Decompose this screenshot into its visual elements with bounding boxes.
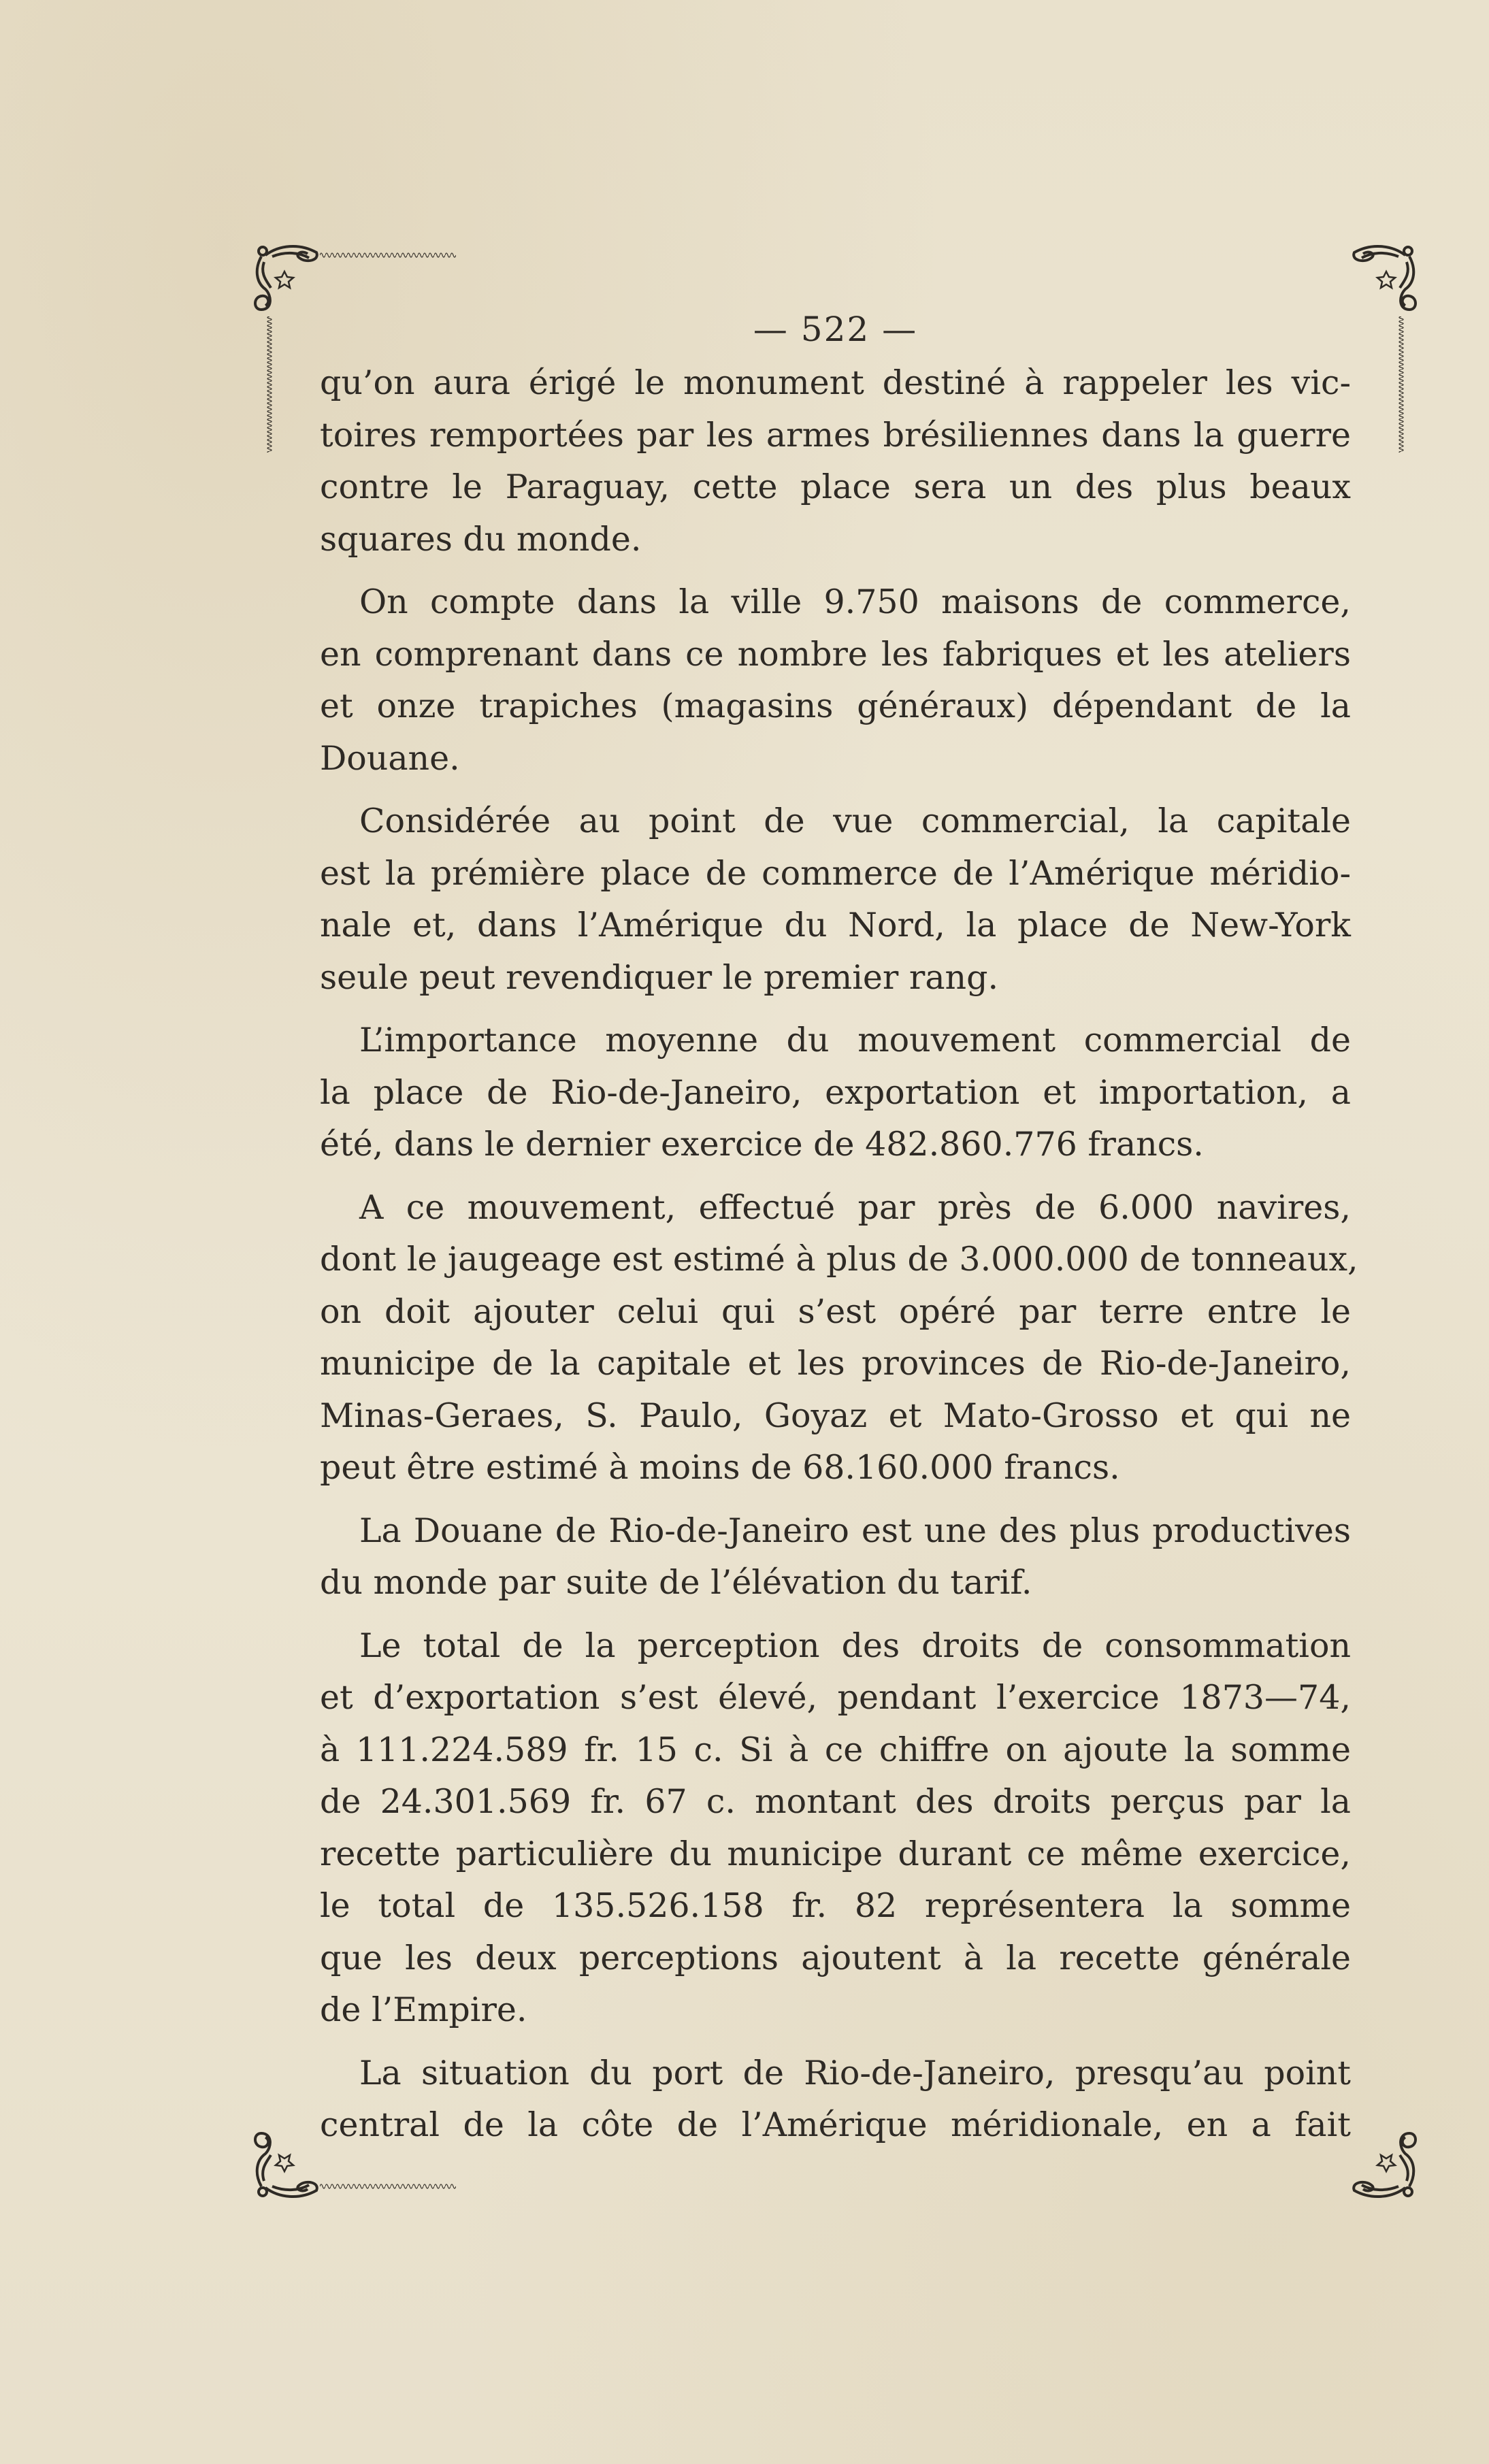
paragraph [320,1620,1351,2037]
paragraph-gap [320,785,1351,795]
text-line: le total de 135.526.158 fr. 82 représentera la somme [320,1886,1351,1925]
corner-ornament-icon [252,2126,327,2201]
paragraph-gap [320,1171,1351,1182]
text-line: Le total de la perception des droits de consommation [359,1626,1351,1665]
text-line: Minas-Geraes, S. Paulo, Goyaz et Mato-Grosso et qui ne [320,1396,1351,1435]
text-line: nale et, dans l’Amérique du Nord, la place de New-York [320,906,1351,944]
text-line: contre le Paraguay, cette place sera un des plus beaux [320,467,1351,506]
text-line: On compte dans la ville 9.750 maisons de commerce, [359,582,1351,621]
paragraph [320,1182,1358,1494]
text-line: de l’Empire. [320,1990,527,2029]
text-line: peut être estimé à moins de 68.160.000 francs. [320,1448,1120,1487]
text-line: squares du monde. [320,519,642,559]
text-line: que les deux perceptions ajoutent à la recette générale [320,1938,1351,1977]
text-line: en comprenant dans ce nombre les fabriques et les ateliers [320,634,1351,674]
wavy-border-top [320,248,456,262]
paragraph [320,357,1351,565]
text-line: A ce mouvement, effectué par près de 6.000 navires, [359,1187,1351,1227]
paragraph-gap [320,565,1351,576]
text-line: et d’exportation s’est élevé, pendant l’exercice 1873—74, [320,1678,1351,1717]
paragraph [320,2048,1351,2152]
text-line: central de la côte de l’Amérique méridionale, en a fait [320,2105,1351,2144]
paragraph [320,576,1351,785]
text-line: Considérée au point de vue commercial, la capitale [359,802,1351,840]
text-line: et onze trapiches (magasins généraux) dépendant de la [320,687,1351,725]
text-line: L’importance moyenne du mouvement commercial de [359,1021,1351,1059]
text-line: la place de Rio-de-Janeiro, exportation et importation, a [320,1072,1351,1112]
text-line: du monde par suite de l’élévation du tarif. [320,1563,1032,1602]
text-line: on doit ajouter celui qui s’est opéré par terre entre le [320,1292,1351,1331]
text-line: Douane. [320,738,460,778]
text-line: toires remportées par les armes brésiliennes dans la guerre [320,415,1351,455]
corner-ornament-icon [1344,242,1419,316]
text-line: été, dans le dernier exercice de 482.860.776 francs. [320,1125,1204,1164]
body-text [320,357,1358,2152]
paragraph-gap [320,1494,1351,1505]
text-line: qu’on aura érigé le monument destiné à rappeler les vic- [320,363,1351,402]
text-line: à 111.224.589 fr. 15 c. Si à ce chiffre on ajoute la somme [320,1730,1351,1769]
paragraph-gap [320,2037,1351,2048]
text-line: La Douane de Rio-de-Janeiro est une des plus productives [359,1511,1351,1550]
text-line: est la prémière place de commerce de l’Amérique méridio- [320,853,1351,893]
text-line: de 24.301.569 fr. 67 c. montant des droits perçus par la [320,1782,1351,1821]
paragraph-gap [320,1609,1351,1620]
text-line: municipe de la capitale et les provinces de Rio-de-Janeiro, [320,1344,1351,1383]
text-line: seule peut revendiquer le premier rang. [320,957,999,997]
paragraph [320,795,1351,1004]
page-number: — 522 — [753,310,918,349]
corner-ornament-icon [1344,2126,1419,2201]
paragraph [320,1505,1351,1609]
ornamental-frame [252,242,1419,2201]
text-line: dont le jaugeage est estimé à plus de 3.000.000 de tonneaux, [320,1240,1358,1279]
text-line: La situation du port de Rio-de-Janeiro, presqu’au point [359,2053,1351,2092]
paragraph [320,1015,1351,1171]
text-line: recette particulière du municipe durant ce même exercice, [320,1834,1351,1873]
paragraph-gap [320,1004,1351,1015]
corner-ornament-icon [252,242,327,316]
wavy-border-bottom [320,2180,456,2193]
